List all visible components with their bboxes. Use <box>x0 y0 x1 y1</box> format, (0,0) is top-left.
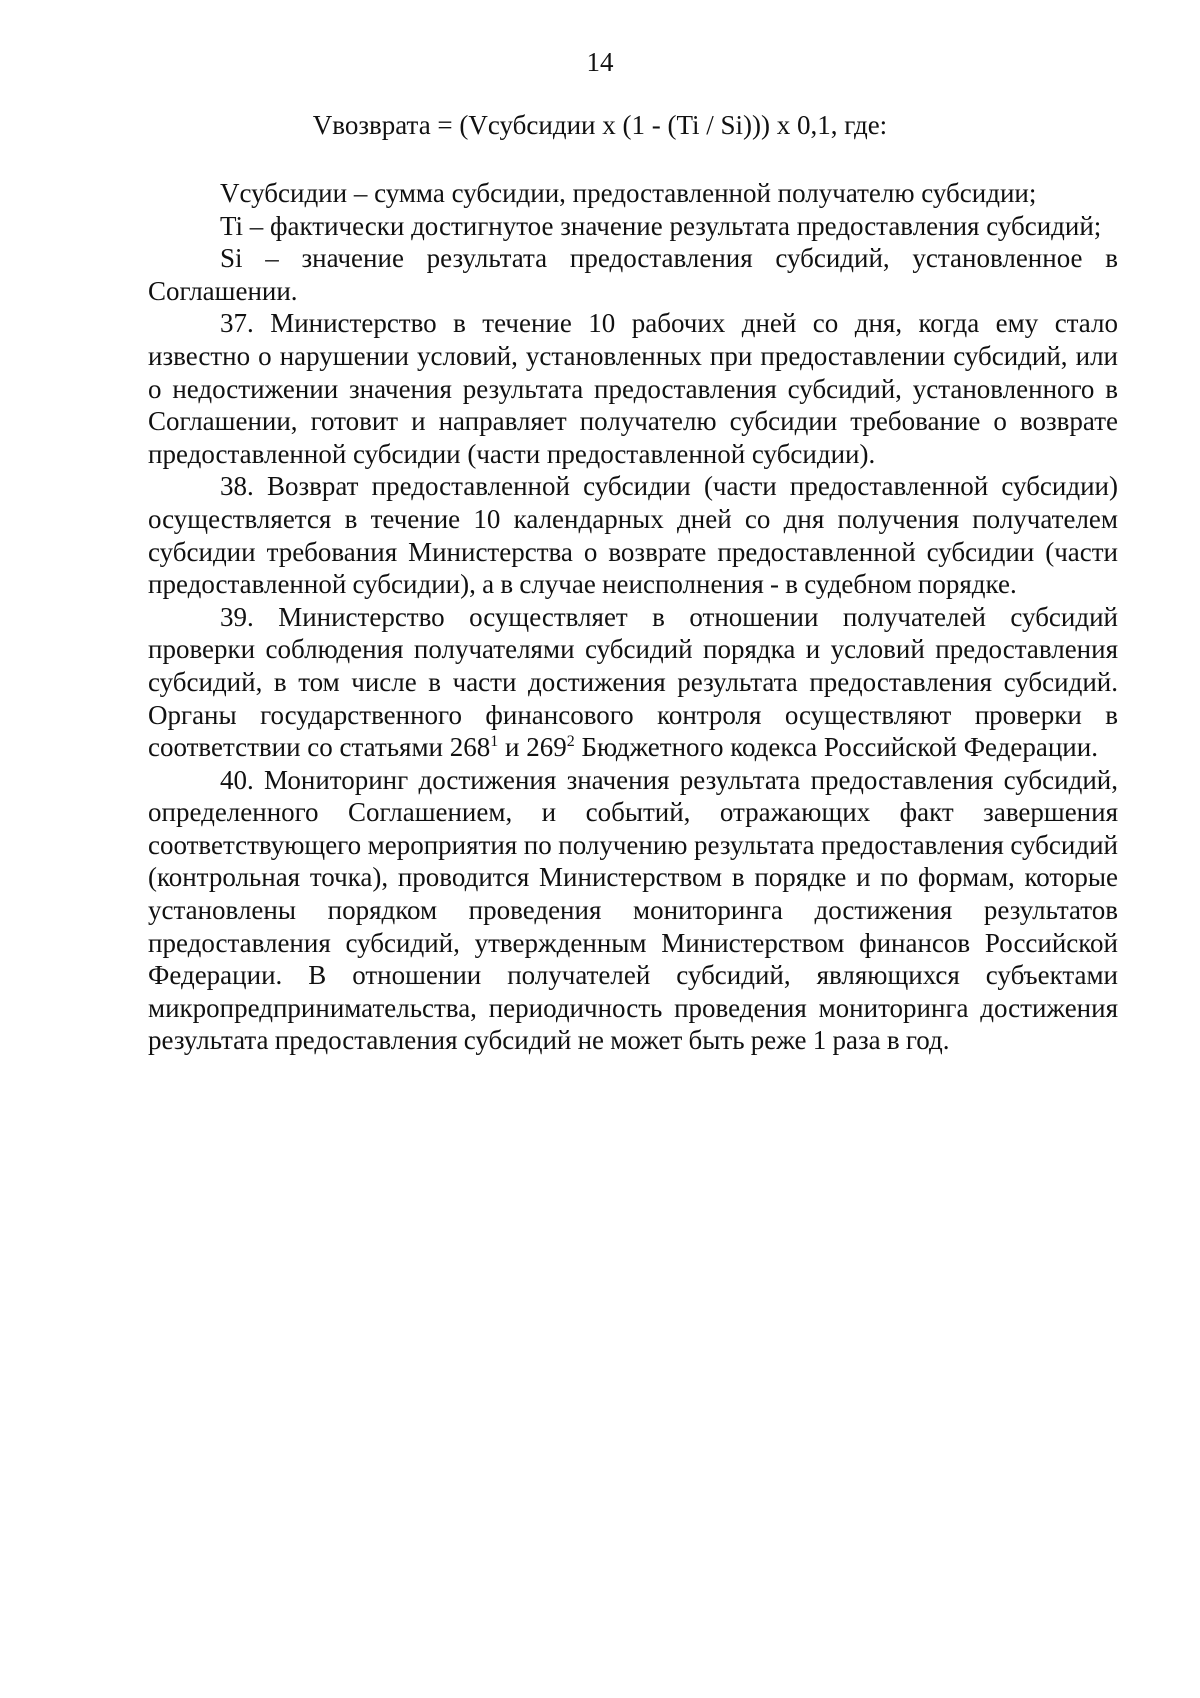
paragraph-37: 37. Министерство в течение 10 рабочих дней со дня, когда ему стало известно о нарушении условий, установленных при предоставлении субсидий, или о недостижении значения результата предоставления субсидий, установленного в Соглашении, готовит и направляет получателю субсидии требование о возврате предоставленной субсидии (части предоставленной субсидии). <box>148 308 1118 469</box>
paragraph-40: 40. Мониторинг достижения значения результата предоставления субсидий, определенного Соглашением, и событий, отражающих факт завершения соответствующего мероприятия по получению результата предоставления субсидий (контрольная точка), проводится Министерством в порядке и по формам, которые установлены порядком проведения мониторинга достижения результатов предоставления субсидий, утвержденным Министерством финансов Российской Федерации. В отношении получателей субсидий, являющихся субъектами микропредпринимательства, периодичность проведения мониторинга достижения результата предоставления субсидий не может быть реже 1 раза в год. <box>148 764 1118 1056</box>
definition-ti: Ti – фактически достигнутое значение результата предоставления субсидий; <box>220 210 1102 241</box>
paragraph-39-text-part-2: и 269 <box>498 732 567 763</box>
refund-formula: Vвозврата = (Vсубсидии x (1 - (Ti / Si))) x 0,1, где: <box>312 110 888 140</box>
paragraph-39-text-part-3: Бюджетного кодекса Российской Федерации. <box>574 732 1098 763</box>
article-269-superscript: 2 <box>566 733 575 751</box>
paragraph-38: 38. Возврат предоставленной субсидии (части предоставленной субсидии) осуществляется в течение 10 календарных дней со дня получения получателем субсидии требования Министерства о возврате предоставленной субсидии (части предоставленной субсидии), а в случае неисполнения - в судебном порядке. <box>148 471 1118 600</box>
paragraph-39-text-part-1: 39. Министерство осуществляет в отношении получателей субсидий проверки соблюдения получателями субсидий порядка и условий предоставления субсидий, в том числе в части достижения результата предоставления субсидий. Органы государственного финансового контроля осуществляют проверки в соответствии со статьями 268 <box>148 601 1118 763</box>
document-body <box>148 177 1118 1057</box>
page-number: 14 <box>586 47 614 77</box>
article-268-superscript: 1 <box>490 733 499 751</box>
paragraph-39 <box>148 601 1118 764</box>
definition-si: Si – значение результата предоставления субсидий, установленное в Соглашении. <box>148 243 1118 306</box>
definition-v-subsidy: Vсубсидии – сумма субсидии, предоставленной получателю субсидии; <box>220 178 1037 208</box>
